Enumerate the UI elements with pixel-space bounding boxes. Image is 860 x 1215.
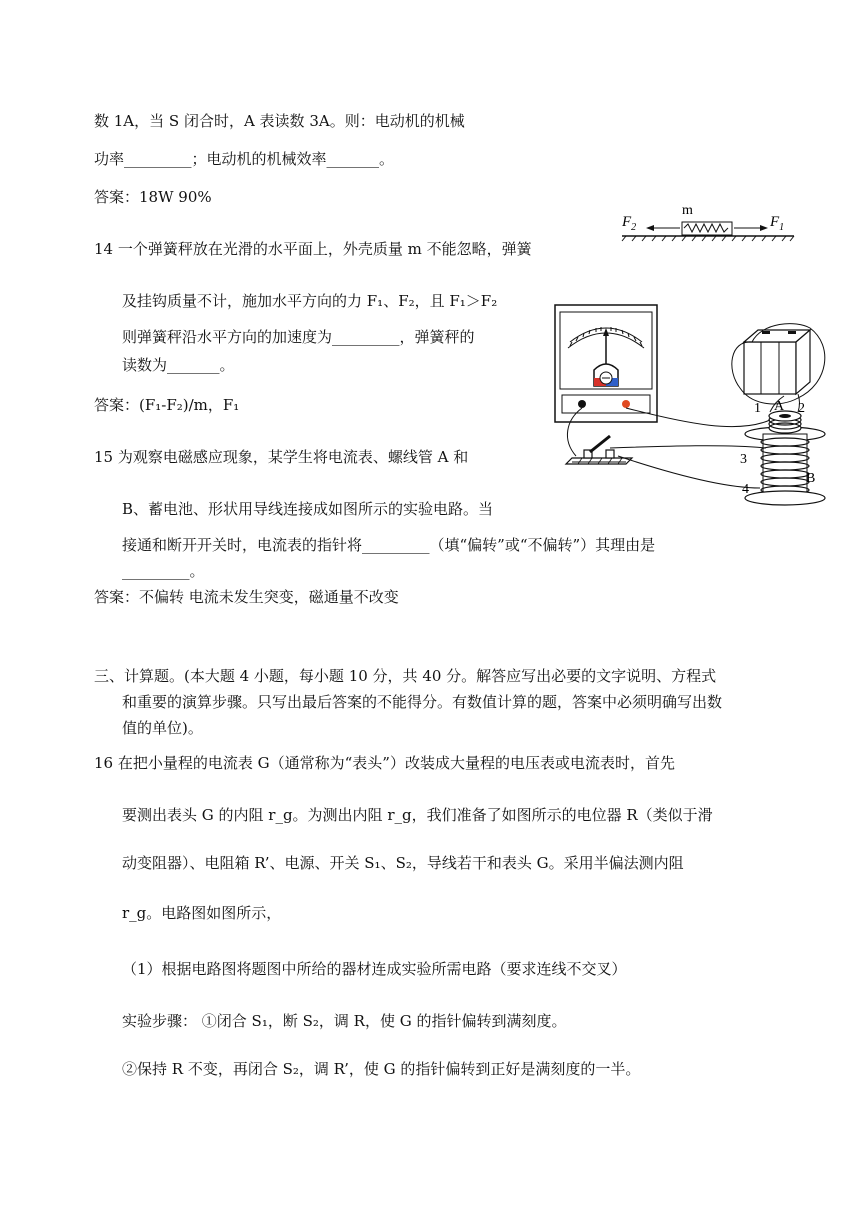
section-3-line-3: 值的单位)。 [122, 719, 203, 737]
q15-answer: 答案：不偏转 电流未发生突变，磁通量不改变 [94, 588, 399, 606]
coil-label-3: 3 [740, 452, 747, 467]
terminal-positive [622, 400, 630, 408]
solenoid-a [769, 411, 801, 433]
q16-text-line-7: ②保持 R 不变，再闭合 S₂，调 R’，使 G 的指针偏转到正好是满刻度的一半。 [122, 1060, 641, 1078]
q15-text-line-2: B、蓄电池、形状用导线连接成如图所示的实验电路。当 [122, 500, 494, 518]
force-f1-arrowhead [760, 225, 768, 231]
coil-label-a: A [774, 399, 785, 414]
section-3-line-1: 三、计算题。(本大题 4 小题，每小题 10 分，共 40 分。解答应写出必要的文字说明、方程式 [94, 667, 717, 685]
terminal-negative [578, 400, 586, 408]
switch [566, 436, 632, 464]
q15-text-line-4: _________。 [122, 562, 205, 580]
mass-label: m [682, 203, 693, 218]
spring-scale-figure [612, 200, 802, 246]
q15-text-line-1: 15 为观察电磁感应现象，某学生将电流表、螺线管 A 和 [94, 448, 469, 466]
coil-label-4: 4 [742, 482, 749, 497]
q16-text-line-4: r_g。电路图如图所示， [122, 904, 282, 922]
force-f1-label: $F_1$ [770, 214, 785, 233]
solenoid-b [745, 427, 825, 505]
q13-text-line-2: 功率_________；电动机的机械效率_______。 [94, 150, 395, 168]
galvanometer [555, 305, 657, 422]
q13-answer: 答案：18W 90% [94, 188, 212, 206]
force-f2-arrowhead [646, 225, 654, 231]
q14-text-line-1: 14 一个弹簧秤放在光滑的水平面上，外壳质量 m 不能忽略，弹簧 [94, 240, 532, 258]
coil-label-1: 1 [754, 401, 761, 416]
q16-text-line-1: 16 在把小量程的电流表 G（通常称为“表头”）改装成大量程的电压表或电流表时，首先 [94, 754, 675, 772]
coil-label-2: 2 [798, 401, 805, 416]
q16-text-line-6: 实验步骤： ①闭合 S₁，断 S₂，调 R，使 G 的指针偏转到满刻度。 [122, 1012, 567, 1030]
section-3-line-2: 和重要的演算步骤。只写出最后答案的不能得分。有数值计算的题，答案中必须明确写出数 [122, 693, 723, 711]
q15-text-line-3: 接通和断开开关时，电流表的指针将_________（填“偏转”或“不偏转”）其理由是 [122, 536, 656, 554]
coil-label-b: B [806, 471, 816, 486]
q16-text-line-2: 要测出表头 G 的内阻 r_g。为测出内阻 r_g，我们准备了如图所示的电位器 R（类似于滑 [122, 806, 713, 824]
q14-answer: 答案：(F₁-F₂)/m，F₁ [94, 396, 240, 414]
battery [732, 324, 825, 404]
scale-body [682, 222, 732, 235]
q16-text-line-5: （1）根据电路图将题图中所给的器材连成实验所需电路（要求连线不交叉） [122, 960, 627, 978]
force-f2-label: $F_2$ [622, 214, 637, 233]
q14-text-line-2: 及挂钩质量不计，施加水平方向的力 F₁、F₂，且 F₁＞F₂ [122, 292, 498, 310]
induction-experiment-figure [548, 300, 838, 510]
q14-text-line-3: 则弹簧秤沿水平方向的加速度为_________，弹簧秤的 [122, 328, 475, 346]
q14-text-line-4: 读数为_______。 [122, 356, 235, 374]
q13-text-line-1: 数 1A，当 S 闭合时，A 表读数 3A。则：电动机的机械 [94, 112, 465, 130]
q16-text-line-3: 动变阻器）、电阻箱 R’、电源、开关 S₁、S₂，导线若干和表头 G。采用半偏法测内阻 [122, 854, 684, 872]
